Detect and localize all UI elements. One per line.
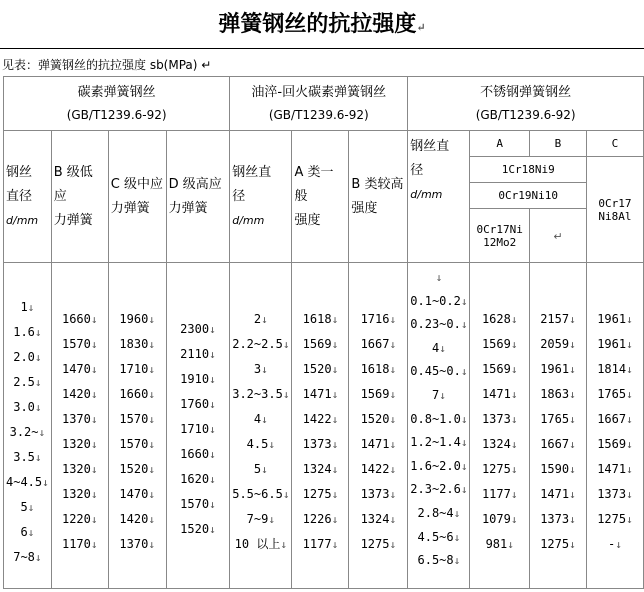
cell-value: 1177↓ <box>302 537 339 551</box>
cell-value: -↓ <box>608 537 622 551</box>
cell-value: 1910↓ <box>180 372 216 386</box>
group-oil <box>230 77 408 131</box>
cell-value: 1275↓ <box>302 487 339 501</box>
cell-value: 2.2~2.5↓ <box>232 337 290 351</box>
cell-value: 1170↓ <box>61 537 98 551</box>
cell-value: 1569↓ <box>302 337 339 351</box>
cell-value: 7~9↓ <box>246 512 275 526</box>
cell-value: 1373↓ <box>597 487 633 501</box>
cell-value: 1667↓ <box>360 337 397 351</box>
cell-value: 1471↓ <box>302 387 339 401</box>
data-row <box>4 263 644 589</box>
col-stainless-b <box>529 263 586 589</box>
cell-value: 1226↓ <box>302 512 339 526</box>
material-c-line1: 0Cr17 <box>598 196 632 210</box>
cell-value: 2300↓ <box>180 322 216 336</box>
group-oil-name: 油淬-回火碳素弹簧钢丝 <box>251 84 387 100</box>
material-a-line1: 0Cr17Ni <box>476 222 523 236</box>
header-oil-diameter-line1: 钢丝直 <box>232 164 272 180</box>
cell-value: 1320↓ <box>61 437 98 451</box>
column-header-row-1 <box>4 131 644 157</box>
cell-value: 1960↓ <box>119 312 155 326</box>
cell-value: 1275↓ <box>597 512 633 526</box>
cell-value: 1628↓ <box>481 312 518 326</box>
cell-value: 4↓ <box>431 340 446 355</box>
cell-value: 1470↓ <box>61 362 98 376</box>
header-diameter-line2: 直径 <box>6 188 33 204</box>
cell-value: 1520↓ <box>180 522 216 536</box>
cell-value: 3↓ <box>253 362 268 376</box>
col-carbon-diameter <box>4 263 52 589</box>
cell-value: 3.5↓ <box>13 450 42 464</box>
cell-value: 1569↓ <box>597 437 633 451</box>
group-stainless <box>408 77 644 131</box>
cell-value: 1716↓ <box>360 312 397 326</box>
header-carbon-d-line2: 力弹簧 <box>168 200 208 216</box>
cell-value: 1961↓ <box>540 362 576 376</box>
cell-value: 1422↓ <box>360 462 397 476</box>
header-stainless-c: C <box>586 131 643 157</box>
cell-value: 2059↓ <box>540 337 576 351</box>
header-stainless-diameter-unit: d/mm <box>410 188 443 201</box>
material-c <box>586 157 643 263</box>
cell-value: 1570↓ <box>119 412 155 426</box>
cell-value: 1471↓ <box>360 437 397 451</box>
header-carbon-c-line1: C 级中应 <box>110 176 163 192</box>
cell-value: 4.5~6↓ <box>417 529 461 544</box>
cell-value: 7~8↓ <box>13 550 42 564</box>
cell-value: 1520↓ <box>360 412 397 426</box>
group-stainless-name: 不锈钢弹簧钢丝 <box>480 84 572 100</box>
header-carbon-b <box>51 131 108 263</box>
cell-value: 1220↓ <box>61 512 98 526</box>
cell-value: 2↓ <box>253 312 268 326</box>
cell-value: 1570↓ <box>180 497 216 511</box>
header-diameter <box>4 131 52 263</box>
cell-value: 1471↓ <box>597 462 633 476</box>
cell-value: 1420↓ <box>119 512 155 526</box>
cell-value: 1961↓ <box>597 312 633 326</box>
col-stainless-c <box>586 263 643 589</box>
cell-value: 6↓ <box>20 525 35 539</box>
group-header-row <box>4 77 644 131</box>
tensile-strength-table <box>3 76 644 589</box>
cell-value: 2157↓ <box>540 312 576 326</box>
cell-value: 1324↓ <box>360 512 397 526</box>
cell-value: 1177↓ <box>481 487 518 501</box>
header-oil-b-line2: 强度 <box>351 200 378 216</box>
cell-value: 0.1~0.2↓ <box>410 293 468 308</box>
group-stainless-std: (GB/T1239.6-92) <box>475 107 576 122</box>
header-stainless-diameter <box>408 131 470 263</box>
cell-value: 1373↓ <box>540 512 576 526</box>
cell-value: 1275↓ <box>481 462 518 476</box>
header-oil-diameter-unit: d/mm <box>232 213 265 227</box>
cell-value: 1570↓ <box>119 437 155 451</box>
header-oil-a-line1: A 类一般 <box>294 164 334 204</box>
cell-value: 1618↓ <box>360 362 397 376</box>
cell-value: 1373↓ <box>302 437 339 451</box>
cell-value: 5↓ <box>253 462 268 476</box>
col-carbon-d <box>166 263 230 589</box>
cell-value: 1710↓ <box>180 422 216 436</box>
header-oil-b <box>349 131 408 263</box>
col-carbon-c <box>108 263 166 589</box>
cell-value: 1324↓ <box>481 437 518 451</box>
title-rule <box>0 48 644 49</box>
paragraph-mark: ↵ <box>553 229 563 243</box>
header-carbon-d <box>166 131 230 263</box>
cell-value: 1275↓ <box>360 537 397 551</box>
cell-value: 1569↓ <box>481 362 518 376</box>
col-oil-a <box>292 263 349 589</box>
cell-value: 10 以上↓ <box>234 537 287 551</box>
header-carbon-b-line1: B 级低应 <box>53 164 93 204</box>
cell-value: 1370↓ <box>61 412 98 426</box>
cell-value: 4↓ <box>253 412 268 426</box>
cell-value: 1373↓ <box>360 487 397 501</box>
header-diameter-unit: d/mm <box>6 213 39 227</box>
cell-value: 2110↓ <box>180 347 216 361</box>
cell-value: 4.5↓ <box>246 437 275 451</box>
cell-value: 1520↓ <box>119 462 155 476</box>
cell-value: 4~4.5↓ <box>6 475 49 489</box>
cell-value: 981↓ <box>485 537 514 551</box>
header-oil-a-line2: 强度 <box>294 212 321 228</box>
material-0cr19ni10: 0Cr19Ni10 <box>470 183 586 209</box>
header-stainless-diameter-line1: 钢丝直 <box>410 139 450 154</box>
cell-value: 1471↓ <box>540 487 576 501</box>
cell-value: 1765↓ <box>597 387 633 401</box>
group-carbon <box>4 77 230 131</box>
cell-value: 1373↓ <box>481 412 518 426</box>
paragraph-mark: ↵ <box>416 21 426 34</box>
cell-value: 1618↓ <box>302 312 339 326</box>
cell-value: 0.45~0.↓ <box>410 364 468 379</box>
cell-value: 1660↓ <box>61 312 98 326</box>
group-oil-std: (GB/T1239.6-92) <box>268 107 369 122</box>
cell-value: 1079↓ <box>481 512 518 526</box>
header-stainless-diameter-line2: 径 <box>410 163 424 178</box>
cell-value: 1275↓ <box>540 537 576 551</box>
cell-value: 1667↓ <box>597 412 633 426</box>
page-title <box>0 0 644 48</box>
header-oil-b-line1: B 类较高 <box>351 176 404 192</box>
col-stainless-a <box>470 263 529 589</box>
cell-value: 2.8~4↓ <box>417 505 461 520</box>
cell-value: 1863↓ <box>540 387 576 401</box>
header-carbon-c <box>108 131 166 263</box>
cell-value: 1324↓ <box>302 462 339 476</box>
cell-value: 1422↓ <box>302 412 339 426</box>
cell-value: 1569↓ <box>360 387 397 401</box>
group-carbon-name: 碳素弹簧钢丝 <box>77 84 156 100</box>
col-oil-b <box>349 263 408 589</box>
cell-value: 6.5~8↓ <box>417 553 461 568</box>
cell-value: 1.6↓ <box>13 325 42 339</box>
cell-value: 1961↓ <box>597 337 633 351</box>
cell-value: 0.8~1.0↓ <box>410 411 468 426</box>
material-c-line2: Ni8Al <box>598 209 632 223</box>
arrow-mark: ↓ <box>435 271 443 284</box>
header-stainless-b: B <box>529 131 586 157</box>
cell-value: 1370↓ <box>119 537 155 551</box>
material-a <box>470 209 529 263</box>
header-carbon-c-line2: 力弹簧 <box>110 200 150 216</box>
cell-value: 1814↓ <box>597 362 633 376</box>
title-text: 弹簧钢丝的抗拉强度 <box>218 11 417 37</box>
cell-value: 1470↓ <box>119 487 155 501</box>
cell-value: 3.2~↓ <box>9 425 46 439</box>
cell-value: 0.23~0.↓ <box>410 317 468 332</box>
cell-value: 1↓ <box>20 300 35 314</box>
header-carbon-d-line1: D 级高应 <box>168 176 222 192</box>
material-1cr18ni9: 1Cr18Ni9 <box>470 157 586 183</box>
col-oil-diameter <box>230 263 292 589</box>
header-diameter-line1: 钢丝 <box>6 164 33 180</box>
cell-value: 1.2~1.4↓ <box>410 435 468 450</box>
cell-value: 1765↓ <box>540 412 576 426</box>
cell-value: 2.0↓ <box>13 350 42 364</box>
material-b-empty <box>529 209 586 263</box>
cell-value: 1570↓ <box>61 337 98 351</box>
group-carbon-std: (GB/T1239.6-92) <box>66 107 167 122</box>
col-carbon-b <box>51 263 108 589</box>
cell-value: 3.2~3.5↓ <box>232 387 290 401</box>
col-stainless-diameter <box>408 263 470 589</box>
header-carbon-b-line2: 力弹簧 <box>53 212 93 228</box>
table-caption: 见表：弹簧钢丝的抗拉强度 sb(MPa) ↵ <box>2 58 212 72</box>
header-oil-diameter-line2: 径 <box>232 188 246 204</box>
cell-value: 1520↓ <box>302 362 339 376</box>
header-oil-diameter <box>230 131 292 263</box>
cell-value: 5.5~6.5↓ <box>232 487 290 501</box>
cell-value: 5↓ <box>20 500 35 514</box>
cell-value: 1667↓ <box>540 437 576 451</box>
cell-value: 1660↓ <box>180 447 216 461</box>
cell-value: 1590↓ <box>540 462 576 476</box>
cell-value: 1620↓ <box>180 472 216 486</box>
cell-value: 1.6~2.0↓ <box>410 458 468 473</box>
cell-value: 1830↓ <box>119 337 155 351</box>
cell-value: 3.0↓ <box>13 400 42 414</box>
header-stainless-a: A <box>470 131 529 157</box>
cell-value: 2.3~2.6↓ <box>410 482 468 497</box>
cell-value: 1320↓ <box>61 462 98 476</box>
cell-value: 1420↓ <box>61 387 98 401</box>
material-a-line2: 12Mo2 <box>483 235 517 249</box>
cell-value: 7↓ <box>431 387 446 402</box>
cell-value: 1660↓ <box>119 387 155 401</box>
header-oil-a <box>292 131 349 263</box>
cell-value: 1760↓ <box>180 397 216 411</box>
cell-value: 1710↓ <box>119 362 155 376</box>
cell-value: 2.5↓ <box>13 375 42 389</box>
cell-value: 1471↓ <box>481 387 518 401</box>
cell-value: 1569↓ <box>481 337 518 351</box>
cell-value: 1320↓ <box>61 487 98 501</box>
